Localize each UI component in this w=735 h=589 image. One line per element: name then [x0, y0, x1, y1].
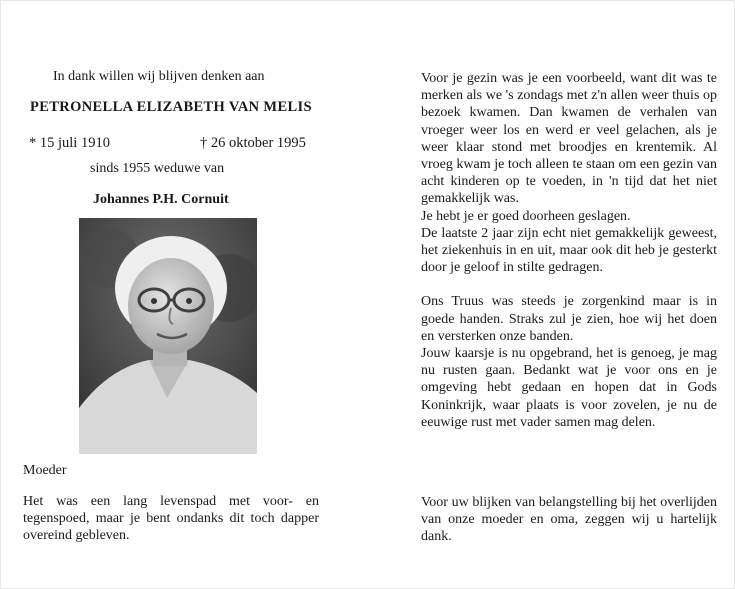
- poem-paragraph: Voor je gezin was je een voorbeeld, want dit was te merken als we 's zondags met z'n allen weer thuis op bezoek kwamen. Dan kwamen de verhalen van vroeger weer los en werd er veel gelachen, als je weer klaar stond met broodjes en krentemik. Al vroeg kwam je toch alleen te staan om een gezin van acht kinderen op te voeden, in 'n tijd dat het niet gemakkelijk was.: [421, 71, 717, 207]
- left-closing-text: Het was een lang levenspad met voor- en tegenspoed, maar je bent ondanks dit toch dapper overeind gebleven.: [23, 494, 319, 544]
- portrait-photo: [79, 218, 257, 454]
- poem-paragraph: De laatste 2 jaar zijn echt niet gemakkelijk geweest, het ziekenhuis in en uit, maar ook dit heb je gesterkt door je geloof in stilte gedragen.: [421, 225, 717, 276]
- poem-paragraph: Ons Truus was steeds je zorgenkind maar is in goede handen. Straks zul je zien, hoe wij het doen en versterken onze banden.: [421, 294, 717, 344]
- paragraph-gap: [421, 276, 717, 293]
- birth-date: * 15 juli 1910: [29, 135, 110, 151]
- spouse-name: Johannes P.H. Cornuit: [93, 192, 229, 207]
- caption-moeder: Moeder: [23, 463, 67, 478]
- death-date: † 26 oktober 1995: [200, 135, 306, 151]
- intro-line: In dank willen wij blijven denken aan: [53, 69, 265, 84]
- widow-line: sinds 1955 weduwe van: [90, 161, 225, 176]
- thanks-text: Voor uw blijken van belangstelling bij het overlijden van onze moeder en oma, zeggen wij u hartelijk dank.: [421, 495, 717, 545]
- poem-paragraph: Je hebt je er goed doorheen geslagen.: [421, 208, 631, 224]
- deceased-name: PETRONELLA ELIZABETH VAN MELIS: [30, 99, 312, 115]
- poem-paragraph: Jouw kaarsje is nu opgebrand, het is genoeg, je mag nu rusten gaan. Bedankt wat je voor ons en je omgeving hebt gedaan en hopen dat in Gods Koninkrijk, waar plaats is voor zovelen, je nu de eeuwige rust met vader samen mag delen.: [421, 346, 717, 430]
- poem-text: [421, 70, 717, 431]
